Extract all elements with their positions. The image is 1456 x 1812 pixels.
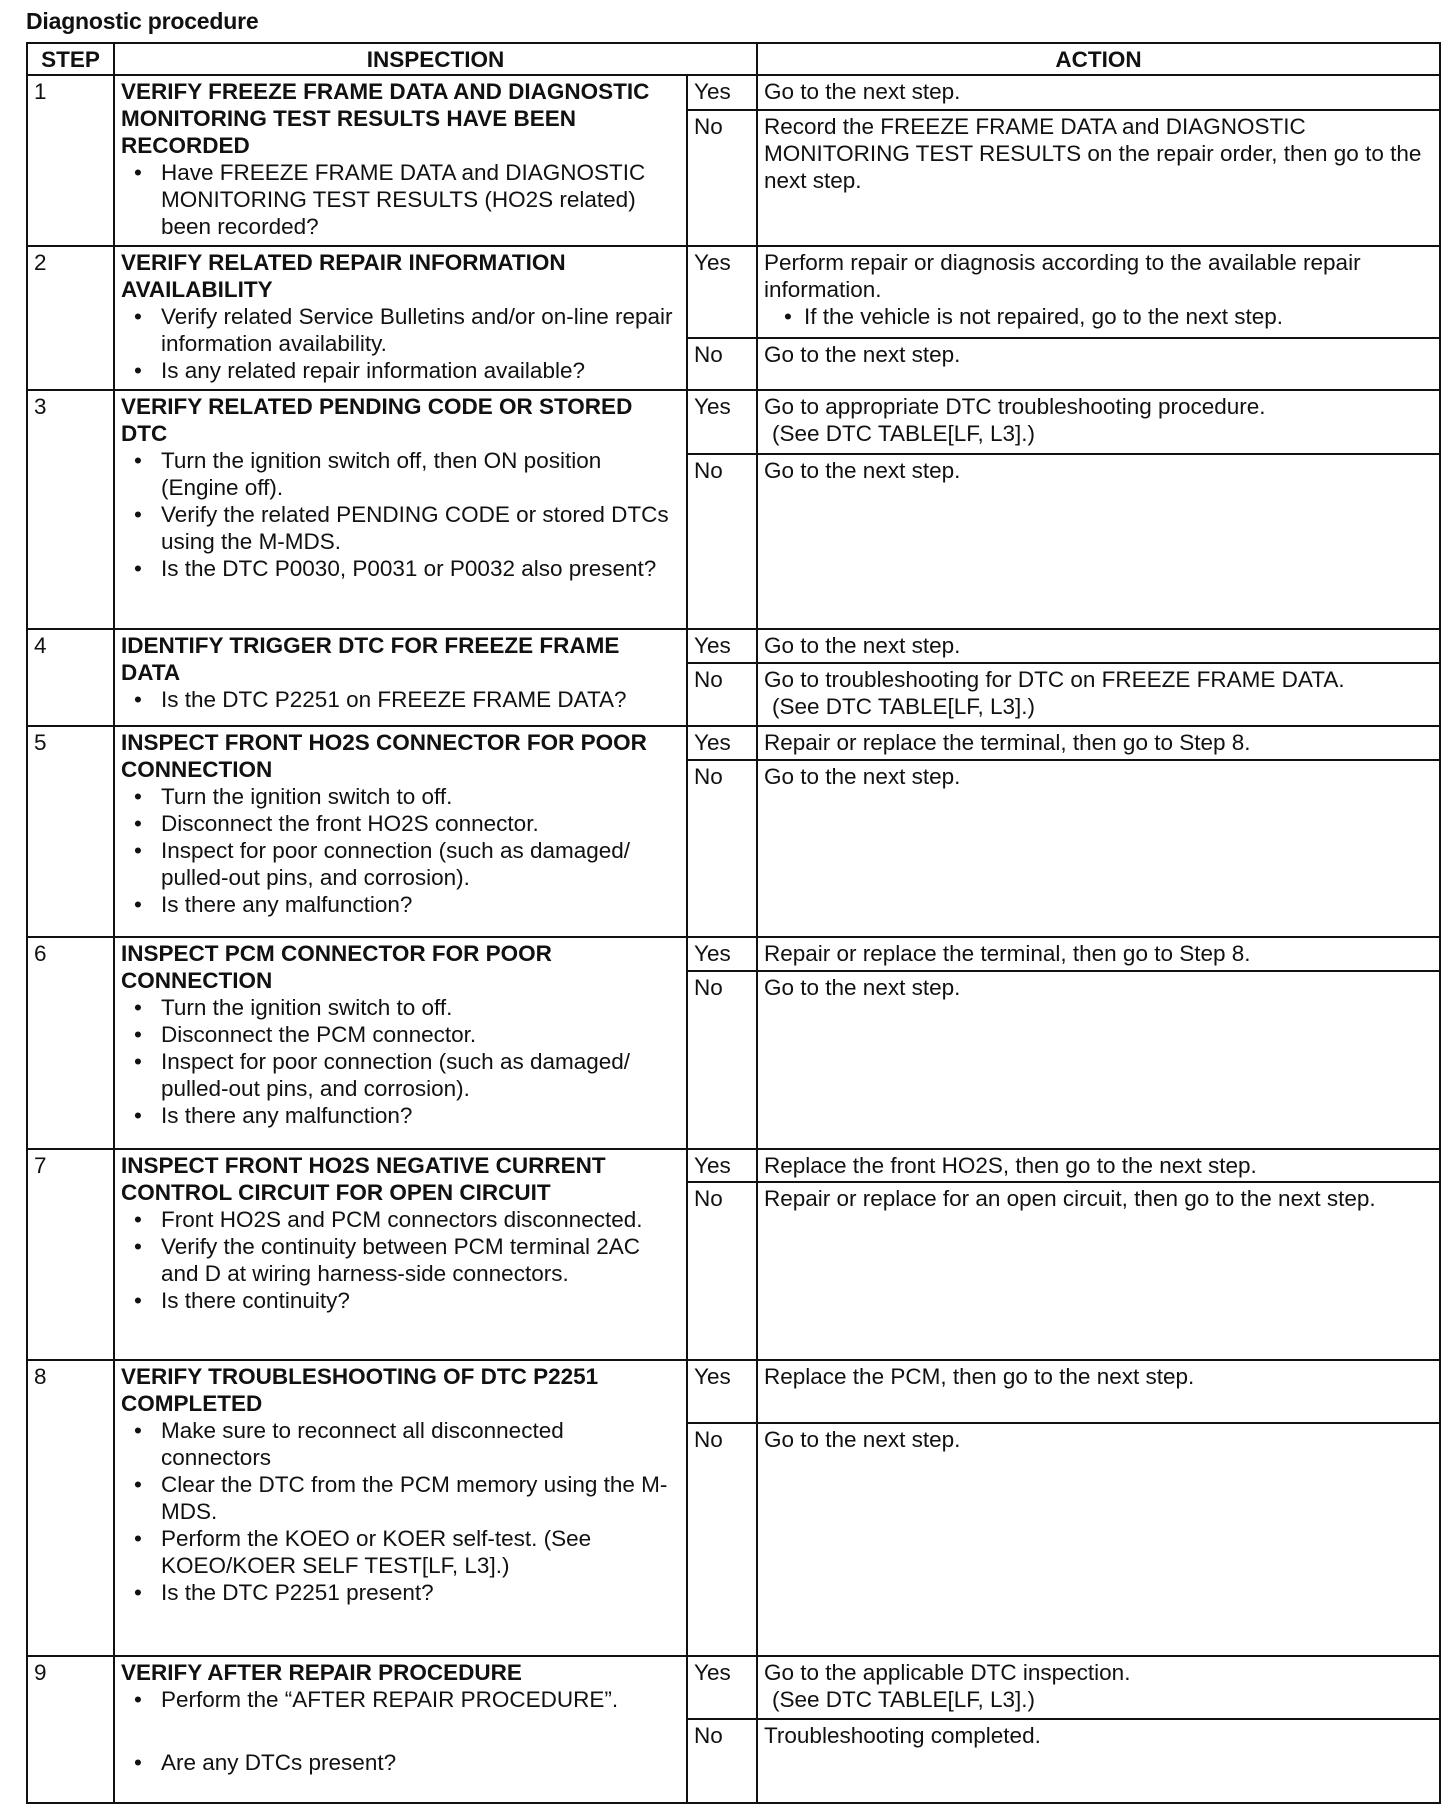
inspection-bullet: • Are any DTCs present?	[121, 1749, 680, 1776]
inspection-bullet: • Disconnect the front HO2S connector.	[121, 810, 680, 837]
action-text: Replace the PCM, then go to the next step.	[764, 1363, 1195, 1389]
action-bullet: • If the vehicle is not repaired, go to the next step.	[764, 303, 1433, 330]
step-number: 3	[27, 390, 114, 629]
action-text: Go to the next step.	[764, 341, 961, 367]
step-number: 2	[27, 246, 114, 390]
action-text: Go to the next step.	[764, 633, 961, 659]
yes-label: Yes	[687, 1656, 757, 1719]
no-label: No	[687, 454, 757, 630]
step-title: VERIFY RELATED REPAIR INFORMATION AVAILABILITY	[121, 250, 566, 303]
inspection-bullet: • Clear the DTC from the PCM memory using the M-MDS.	[121, 1471, 680, 1525]
diagnostic-procedure-table	[26, 42, 1441, 1804]
inspection-bullet: • Disconnect the PCM connector.	[121, 1021, 680, 1048]
step-title: INSPECT FRONT HO2S CONNECTOR FOR POOR CONNECTION	[121, 730, 647, 783]
see-reference: (See DTC TABLE[LF, L3].)	[772, 693, 1036, 719]
inspection-bullet: • Turn the ignition switch to off.	[121, 994, 680, 1021]
step-title: VERIFY TROUBLESHOOTING OF DTC P2251 COMPLETED	[121, 1363, 599, 1416]
no-action	[757, 760, 1440, 938]
step-title: VERIFY RELATED PENDING CODE OR STORED DTC	[121, 394, 633, 447]
yes-action	[757, 1360, 1440, 1423]
step-inspection	[114, 75, 687, 246]
step-7-yes-row	[27, 1149, 1440, 1183]
action-text: Go to the next step.	[764, 1427, 961, 1453]
yes-action	[757, 246, 1440, 337]
action-text: Go to the applicable DTC inspection.	[764, 1659, 1131, 1685]
inspection-bullet: • Is there any malfunction?	[121, 1102, 680, 1129]
step-inspection	[114, 1656, 687, 1803]
step-6-yes-row	[27, 937, 1440, 971]
yes-action	[757, 937, 1440, 971]
step-title: VERIFY FREEZE FRAME DATA AND DIAGNOSTIC MONITORING TEST RESULTS HAVE BEEN RECORDED	[121, 79, 650, 158]
step-4-yes-row	[27, 629, 1440, 663]
see-reference: (See DTC TABLE[LF, L3].)	[772, 421, 1036, 447]
action-text: Go to appropriate DTC troubleshooting procedure.	[764, 394, 1266, 420]
inspection-bullet: • Is the DTC P0030, P0031 or P0032 also present?	[121, 555, 680, 582]
header-action: ACTION	[757, 43, 1440, 75]
action-text: Repair or replace the terminal, then go to Step 8.	[764, 941, 1251, 967]
yes-label: Yes	[687, 726, 757, 760]
no-action	[757, 454, 1440, 630]
yes-label: Yes	[687, 937, 757, 971]
no-action	[757, 1719, 1440, 1803]
no-action	[757, 1182, 1440, 1360]
step-number: 9	[27, 1656, 114, 1803]
step-9-yes-row	[27, 1656, 1440, 1719]
action-text: Go to the next step.	[764, 975, 961, 1001]
step-1-yes-row	[27, 75, 1440, 110]
step-inspection	[114, 1149, 687, 1360]
inspection-bullet: • Inspect for poor connection (such as damaged/ pulled-out pins, and corrosion).	[121, 1048, 680, 1102]
no-label: No	[687, 110, 757, 246]
step-inspection	[114, 937, 687, 1148]
no-label: No	[687, 338, 757, 391]
no-label: No	[687, 760, 757, 938]
inspection-bullet: • Turn the ignition switch to off.	[121, 783, 680, 810]
no-label: No	[687, 971, 757, 1149]
step-number: 1	[27, 75, 114, 246]
inspection-bullet: • Verify the related PENDING CODE or stored DTCs using the M-MDS.	[121, 501, 680, 555]
yes-action	[757, 1656, 1440, 1719]
step-3-yes-row	[27, 390, 1440, 453]
inspection-bullet: • Verify the continuity between PCM terminal 2AC and D at wiring harness-side connectors.	[121, 1233, 680, 1287]
action-text: Record the FREEZE FRAME DATA and DIAGNOSTIC MONITORING TEST RESULTS on the repair order, then go to the next step.	[764, 114, 1422, 194]
action-text: Go to the next step.	[764, 457, 961, 483]
yes-label: Yes	[687, 75, 757, 110]
yes-label: Yes	[687, 629, 757, 663]
inspection-bullet: • Is there continuity?	[121, 1287, 680, 1314]
action-text: Repair or replace for an open circuit, then go to the next step.	[764, 1186, 1376, 1212]
yes-label: Yes	[687, 390, 757, 453]
step-inspection	[114, 1360, 687, 1656]
inspection-bullet: • Make sure to reconnect all disconnected connectors	[121, 1417, 680, 1471]
inspection-bullet: • Is the DTC P2251 present?	[121, 1579, 680, 1606]
table-header-row	[27, 43, 1440, 75]
yes-action	[757, 390, 1440, 453]
action-text: Go to the next step.	[764, 763, 961, 789]
no-label: No	[687, 1423, 757, 1656]
step-number: 4	[27, 629, 114, 726]
yes-label: Yes	[687, 1360, 757, 1423]
action-text: Go to the next step.	[764, 79, 961, 104]
step-2-yes-row	[27, 246, 1440, 337]
yes-action	[757, 75, 1440, 110]
step-inspection	[114, 629, 687, 726]
yes-action	[757, 726, 1440, 760]
no-action	[757, 338, 1440, 391]
page-title: Diagnostic procedure	[26, 8, 259, 34]
step-inspection	[114, 246, 687, 390]
action-text: Go to troubleshooting for DTC on FREEZE FRAME DATA.	[764, 666, 1345, 692]
header-inspection: INSPECTION	[114, 43, 757, 75]
inspection-bullet: • Verify related Service Bulletins and/or on-line repair information availability.	[121, 303, 680, 357]
inspection-bullet: • Is any related repair information available?	[121, 357, 680, 384]
step-number: 7	[27, 1149, 114, 1360]
no-action	[757, 1423, 1440, 1656]
step-inspection	[114, 726, 687, 937]
step-title: VERIFY AFTER REPAIR PROCEDURE	[121, 1659, 522, 1685]
inspection-bullet: • Inspect for poor connection (such as damaged/ pulled-out pins, and corrosion).	[121, 837, 680, 891]
inspection-bullet: • Perform the “AFTER REPAIR PROCEDURE”.	[121, 1686, 680, 1713]
yes-action	[757, 1149, 1440, 1183]
action-text: Repair or replace the terminal, then go to Step 8.	[764, 730, 1251, 756]
step-title: INSPECT PCM CONNECTOR FOR POOR CONNECTION	[121, 941, 552, 994]
no-action	[757, 110, 1440, 246]
no-label: No	[687, 1182, 757, 1360]
yes-label: Yes	[687, 246, 757, 337]
yes-action	[757, 629, 1440, 663]
no-action	[757, 663, 1440, 726]
inspection-bullet: • Turn the ignition switch off, then ON position (Engine off).	[121, 447, 680, 501]
step-5-yes-row	[27, 726, 1440, 760]
step-8-yes-row	[27, 1360, 1440, 1423]
inspection-bullet: • Have FREEZE FRAME DATA and DIAGNOSTIC MONITORING TEST RESULTS (HO2S related) been recorded?	[121, 159, 680, 240]
no-label: No	[687, 1719, 757, 1803]
no-label: No	[687, 663, 757, 726]
action-text: Troubleshooting completed.	[764, 1723, 1041, 1749]
inspection-bullet: • Front HO2S and PCM connectors disconnected.	[121, 1206, 680, 1233]
see-reference: (See DTC TABLE[LF, L3].)	[772, 1686, 1036, 1712]
yes-label: Yes	[687, 1149, 757, 1183]
inspection-bullet: • Is the DTC P2251 on FREEZE FRAME DATA?	[121, 686, 680, 713]
step-number: 6	[27, 937, 114, 1148]
step-number: 8	[27, 1360, 114, 1656]
step-inspection	[114, 390, 687, 629]
inspection-bullet: • Perform the KOEO or KOER self-test. (See KOEO/KOER SELF TEST[LF, L3].)	[121, 1525, 680, 1579]
no-action	[757, 971, 1440, 1149]
action-text: Replace the front HO2S, then go to the next step.	[764, 1152, 1257, 1178]
step-title: IDENTIFY TRIGGER DTC FOR FREEZE FRAME DATA	[121, 633, 620, 686]
action-text: Perform repair or diagnosis according to the available repair information.	[764, 250, 1361, 303]
header-step: STEP	[27, 43, 114, 75]
step-number: 5	[27, 726, 114, 937]
step-title: INSPECT FRONT HO2S NEGATIVE CURRENT CONTROL CIRCUIT FOR OPEN CIRCUIT	[121, 1152, 606, 1205]
inspection-bullet: • Is there any malfunction?	[121, 891, 680, 918]
